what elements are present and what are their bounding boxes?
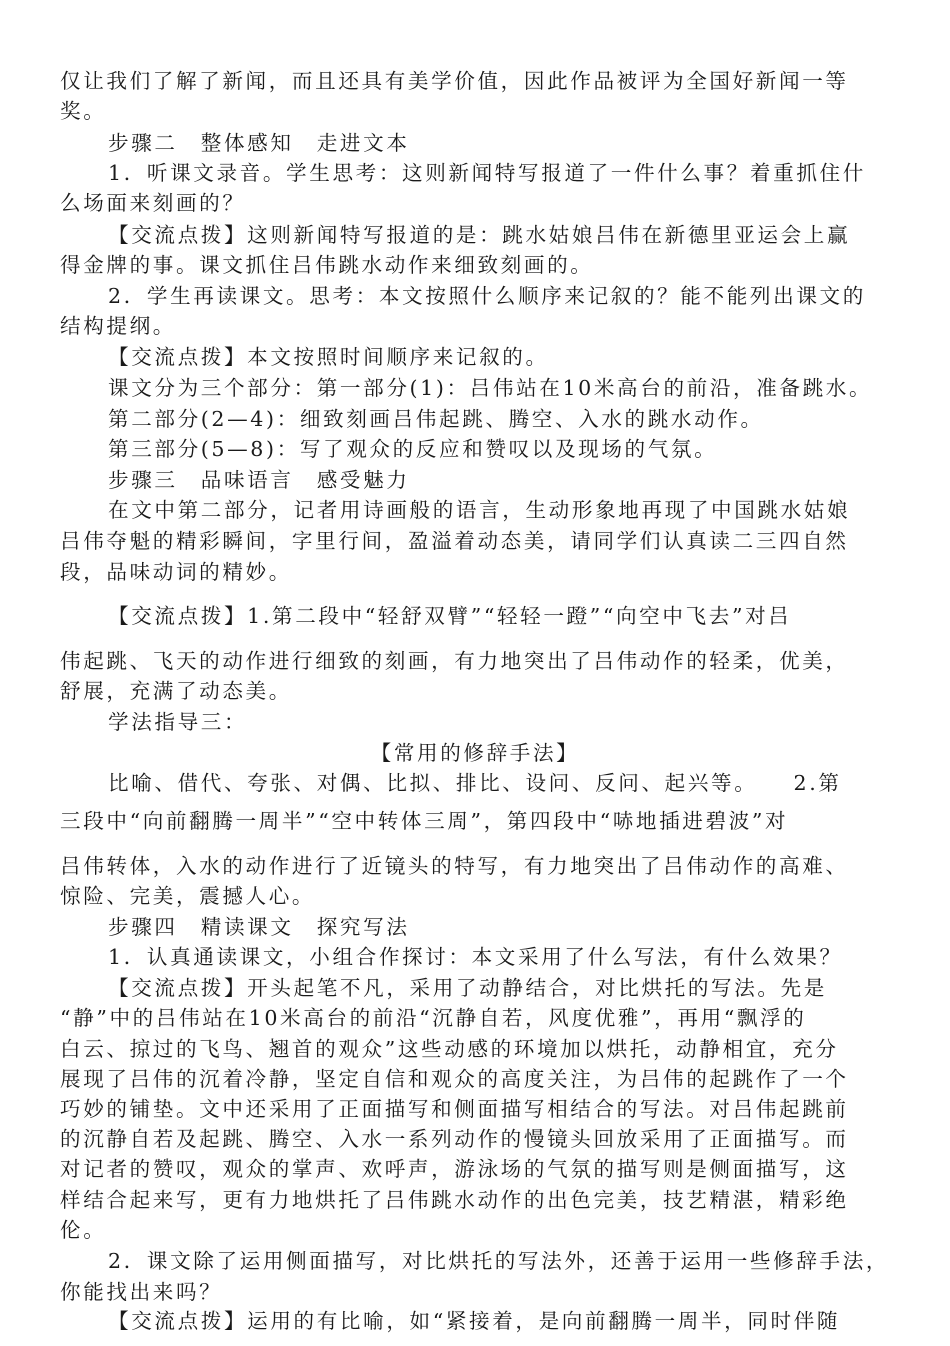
text-line: 巧妙的铺垫。文中还采用了正面描写和侧面描写相结合的写法。对吕伟起跳前 [60, 1097, 849, 1121]
text-line: 【交流点拨】这则新闻特写报道的是：跳水姑娘吕伟在新德里亚运会上赢 [108, 223, 851, 247]
text-line: 段，品味动词的精妙。 [60, 560, 292, 584]
text-line: 课文分为三个部分：第一部分(1)：吕伟站在10米高台的前沿，准备跳水。 [108, 376, 873, 400]
text-line: 【交流点拨】本文按照时间顺序来记叙的。 [108, 345, 549, 369]
text-line: 第三部分(5—8)：写了观众的反应和赞叹以及现场的气氛。 [108, 437, 718, 461]
section-heading: 步骤三 品味语言 感受魅力 [108, 468, 410, 492]
text-line: 对记者的赞叹，观众的掌声、欢呼声，游泳场的气氛的描写则是侧面描写，这 [60, 1157, 849, 1181]
text-line: 得金牌的事。课文抓住吕伟跳水动作来细致刻画的。 [60, 253, 594, 277]
text-line: 1．听课文录音。学生思考：这则新闻特写报道了一件什么事？着重抓住什 [108, 161, 866, 185]
text-line: 第二部分(2—4)：细致刻画吕伟起跳、腾空、入水的跳水动作。 [108, 407, 764, 431]
text-line: 奖。 [60, 99, 107, 123]
text-line: 【交流点拨】运用的有比喻，如“紧接着，是向前翻腾一周半，同时伴随 [108, 1309, 841, 1333]
text-line: 么场面来刻画的？ [60, 191, 246, 215]
text-line: 比喻、借代、夸张、对偶、比拟、排比、设问、反问、起兴等。 2.第 [108, 771, 842, 795]
section-heading: 步骤四 精读课文 探究写法 [108, 915, 410, 939]
text-line: 学法指导三： [108, 710, 248, 734]
text-line: 样结合起来写，更有力地烘托了吕伟跳水动作的出色完美，技艺精湛，精彩绝 [60, 1188, 849, 1212]
text-line: 展现了吕伟的沉着冷静，坚定自信和观众的高度关注，为吕伟的起跳作了一个 [60, 1067, 849, 1091]
text-line: 仅让我们了解了新闻，而且还具有美学价值，因此作品被评为全国好新闻一等 [60, 69, 849, 93]
text-line: 吕伟转体，入水的动作进行了近镜头的特写，有力地突出了吕伟动作的高难、 [60, 854, 849, 878]
text-line: 【交流点拨】1.第二段中“轻舒双臂”“轻轻一蹬”“向空中飞去”对吕 [108, 604, 792, 628]
centered-heading: 【常用的修辞手法】 [370, 741, 580, 765]
text-line: 结构提纲。 [60, 314, 176, 338]
text-line: 舒展，充满了动态美。 [60, 679, 292, 703]
text-line: 在文中第二部分，记者用诗画般的语言，生动形象地再现了中国跳水姑娘 [108, 498, 851, 522]
text-line: 1．认真通读课文，小组合作探讨：本文采用了什么写法，有什么效果？ [108, 945, 843, 969]
text-line: 你能找出来吗？ [60, 1280, 223, 1304]
text-line: 三段中“向前翻腾一周半”“空中转体三周”，第四段中“哧地插进碧波”对 [60, 809, 789, 833]
text-line: 伟起跳、飞天的动作进行细致的刻画，有力地突出了吕伟动作的轻柔，优美， [60, 649, 849, 673]
text-line: 惊险、完美，震撼人心。 [60, 884, 316, 908]
text-line: 2．学生再读课文。思考：本文按照什么顺序来记叙的？能不能列出课文的 [108, 284, 866, 308]
text-line: “静”中的吕伟站在10米高台的前沿“沉静自若，风度优雅”，再用“飘浮的 [60, 1006, 807, 1030]
text-line: 白云、掠过的飞鸟、翘首的观众”这些动感的环境加以烘托，动静相宜，充分 [60, 1037, 839, 1061]
text-line: 的沉静自若及起跳、腾空、入水一系列动作的慢镜头回放采用了正面描写。而 [60, 1127, 849, 1151]
text-line: 吕伟夺魁的精彩瞬间，字里行间，盈溢着动态美，请同学们认真读二三四自然 [60, 529, 849, 553]
section-heading: 步骤二 整体感知 走进文本 [108, 131, 410, 155]
text-line: 【交流点拨】开头起笔不凡，采用了动静结合，对比烘托的写法。先是 [108, 976, 828, 1000]
text-line: 伦。 [60, 1218, 107, 1242]
text-line: 2．课文除了运用侧面描写，对比烘托的写法外，还善于运用一些修辞手法， [108, 1249, 890, 1273]
